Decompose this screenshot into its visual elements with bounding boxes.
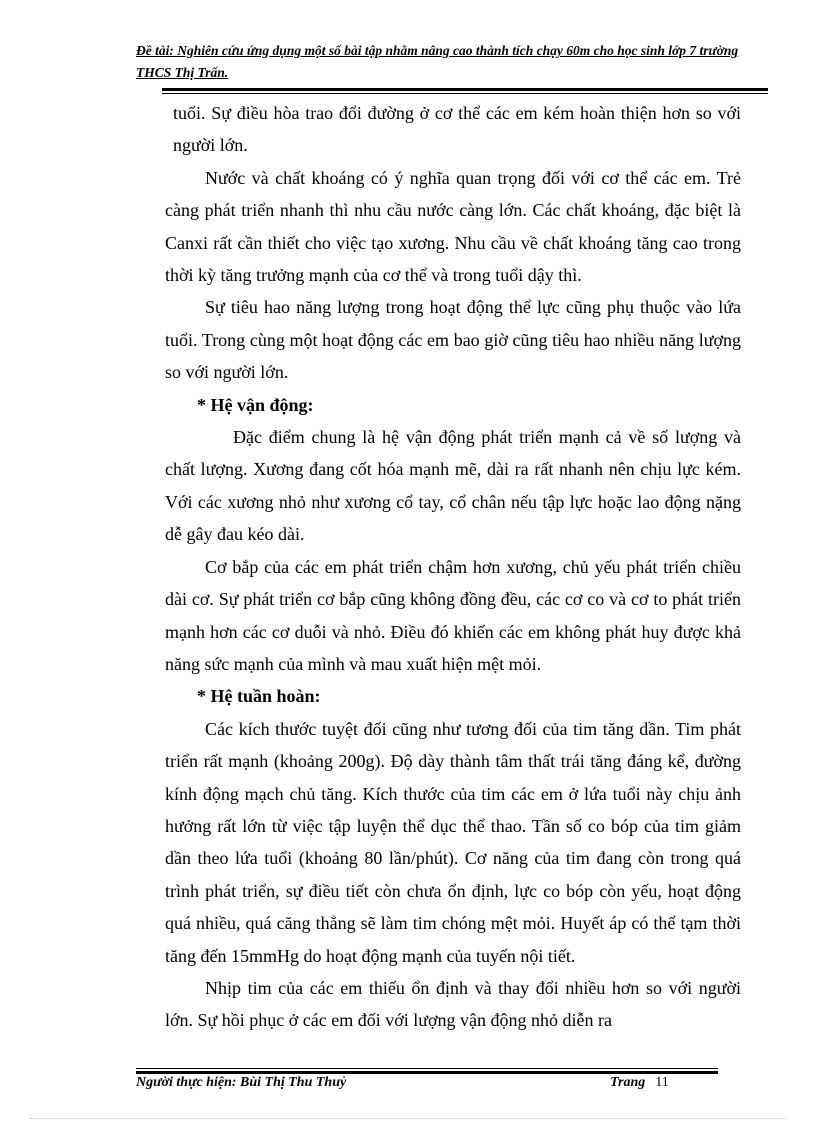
header-rule [162, 88, 768, 94]
paragraph: Sự tiêu hao năng lượng trong hoạt động thể lực cũng phụ thuộc vào lứa tuổi. Trong cùng một hoạt động các em bao giờ cũng tiêu hao nhiều năng lượng so với người lớn. [165, 297, 741, 383]
paragraph: tuổi. Sự điều hòa trao đổi đường ở cơ thể các em kém hoàn thiện hơn so với người lớn. [173, 103, 741, 156]
page-number: 11 [655, 1075, 669, 1090]
footer-rule [136, 1068, 718, 1074]
section-heading: * Hệ tuần hoàn: [197, 686, 321, 707]
page-indicator [610, 1075, 669, 1091]
body-text [165, 97, 741, 1037]
author-label: Người thực hiện: Bùi Thị Thu Thuỷ [136, 1075, 347, 1090]
paragraph: Nhịp tim của các em thiếu ổn định và thay đổi nhiều hơn so với người lớn. Sự hồi phục ở các em đối với lượng vận động nhỏ diễn ra [165, 977, 741, 1031]
page-edge-divider [30, 1118, 786, 1119]
paragraph: Cơ bắp của các em phát triển chậm hơn xương, chủ yếu phát triển chiều dài cơ. Sự phát triển cơ bắp cũng không đồng đều, các cơ co và cơ to phát triển mạnh hơn các cơ duỗi và nhỏ. Điều đó khiến các em không phát huy được khả năng sức mạnh của mình và mau xuất hiện mệt mỏi. [165, 556, 741, 674]
paragraph: Đặc điểm chung là hệ vận động phát triển mạnh cả về số lượng và chất lượng. Xương đang cốt hóa mạnh mẽ, dài ra rất nhanh nên chịu lực kém. Với các xương nhỏ như xương cổ tay, cổ chân nếu tập lực hoặc lao động nặng dễ gây đau kéo dài. [165, 427, 741, 545]
section-heading: * Hệ vận động: [197, 394, 314, 415]
paragraph: Nước và chất khoáng có ý nghĩa quan trọng đối với cơ thể các em. Trẻ càng phát triển nhanh thì nhu cầu nước càng lớn. Các chất khoáng, đặc biệt là Canxi rất cần thiết cho việc tạo xương. Nhu cầu về chất khoáng tăng cao trong thời kỳ tăng trưởng mạnh của cơ thể và trong tuổi dậy thì. [165, 167, 741, 286]
document-header: Đề tài: Nghiên cứu ứng dụng một số bài tập nhằm nâng cao thành tích chạy 60m cho học sinh lớp 7 trường THCS Thị Trấn. [136, 43, 739, 80]
page-label: Trang [610, 1075, 646, 1090]
paragraph: Các kích thước tuyệt đối cũng như tương đối của tim tăng dần. Tim phát triển rất mạnh (khoảng 200g). Độ dày thành tâm thất trái tăng đáng kể, đường kính động mạch chủ tăng. Kích thước của tim các em ở lứa tuổi này chịu ảnh hưởng rất lớn từ việc tập luyện thể dục thể thao. Tần số co bóp của tim giảm dần theo lứa tuổi (khoảng 80 lần/phút). Cơ năng của tim đang còn trong quá trình phát triển, sự điều tiết còn chưa ổn định, lực co bóp còn yếu, hoạt động quá nhiều, quá căng thẳng sẽ làm tim chóng mệt mỏi. Huyết áp có thể tạm thời tăng đến 15mmHg do hoạt động mạnh của tuyến nội tiết. [165, 718, 741, 966]
